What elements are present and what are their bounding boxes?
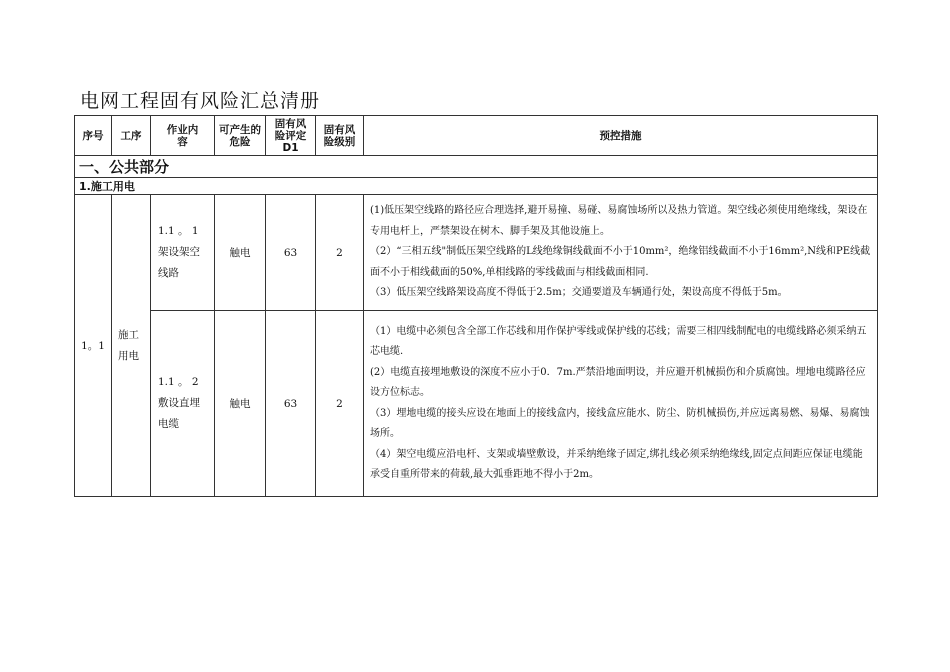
work-name: 敷设直埋电缆 — [158, 397, 200, 430]
header-seq: 序号 — [75, 116, 112, 156]
measures-cell — [364, 311, 878, 497]
subsection-row — [75, 178, 878, 195]
header-measures: 预控措施 — [364, 116, 878, 156]
table-row — [75, 311, 878, 497]
risk-score-cell: 63 — [266, 195, 316, 311]
header-work-content: 作业内容 — [151, 116, 215, 156]
work-content-cell — [151, 311, 215, 497]
risk-score-cell: 63 — [266, 311, 316, 497]
measure-item: （1）电缆中必须包含全部工作芯线和用作保护零线或保护线的芯线；需要三相四线制配电的电缆线路必须采纳五芯电缆. — [370, 325, 867, 357]
group-process-cell: 施工用电 — [112, 195, 151, 497]
section-title: 一、公共部分 — [75, 156, 878, 178]
hazard-cell: 触电 — [215, 311, 266, 497]
header-process: 工序 — [112, 116, 151, 156]
work-name: 架设架空线路 — [158, 246, 200, 279]
hazard-cell: 触电 — [215, 195, 266, 311]
measure-item: （3）低压架空线路架设高度不得低于2.5m；交通要道及车辆通行处，架设高度不得低于5m。 — [370, 287, 788, 299]
measure-item: (1)低压架空线路的路径应合理选择,避开易撞、易碰、易腐蚀场所以及热力管道。架空线必须使用绝缘线，架设在专用电杆上，严禁架设在树木、脚手架及其他设施上。 — [370, 205, 868, 237]
measures-cell — [364, 195, 878, 311]
group-seq-cell: 1。1 — [75, 195, 112, 497]
risk-level-cell: 2 — [316, 311, 364, 497]
table-row — [75, 195, 878, 311]
header-hazard: 可产生的危险 — [215, 116, 266, 156]
work-code: 1.1 。 1 — [158, 225, 199, 237]
risk-level-cell: 2 — [316, 195, 364, 311]
header-risk-level: 固有风险级别 — [316, 116, 364, 156]
header-risk-score: 固有风险评定D1 — [266, 116, 316, 156]
measure-item: （3）埋地电缆的接头应设在地面上的接线盒内，接线盒应能水、防尘、防机械损伤,并应远离易燃、易爆、易腐蚀场所。 — [370, 407, 870, 439]
subsection-title: 1.施工用电 — [75, 178, 878, 195]
header-row — [75, 116, 878, 156]
risk-table — [74, 115, 878, 497]
work-content-cell — [151, 195, 215, 311]
measure-item: (2）电缆直接埋地敷设的深度不应小于0．7m.严禁沿地面明设，并应避开机械损伤和介质腐蚀。埋地电缆路径应设方位标志。 — [370, 366, 866, 398]
measure-item: （4）架空电缆应沿电杆、支架或墙壁敷设，并采纳绝缘子固定,绑扎线必须采纳绝缘线,固定点间距应保证电缆能承受自重所带来的荷载,最大弧垂距地不得小于2m。 — [370, 448, 863, 480]
document-title: 电网工程固有风险汇总清册 — [80, 90, 321, 112]
section-row — [75, 156, 878, 178]
work-code: 1.1 。 2 — [158, 376, 199, 388]
measure-item: （2）“三相五线"制低压架空线路的L线绝缘铜线截面不小于10mm²，绝缘铝线截面不小于16mm²,N线和PE线截面不小于相线截面的50%,单相线路的零线截面与相线截面相同. — [370, 246, 871, 278]
